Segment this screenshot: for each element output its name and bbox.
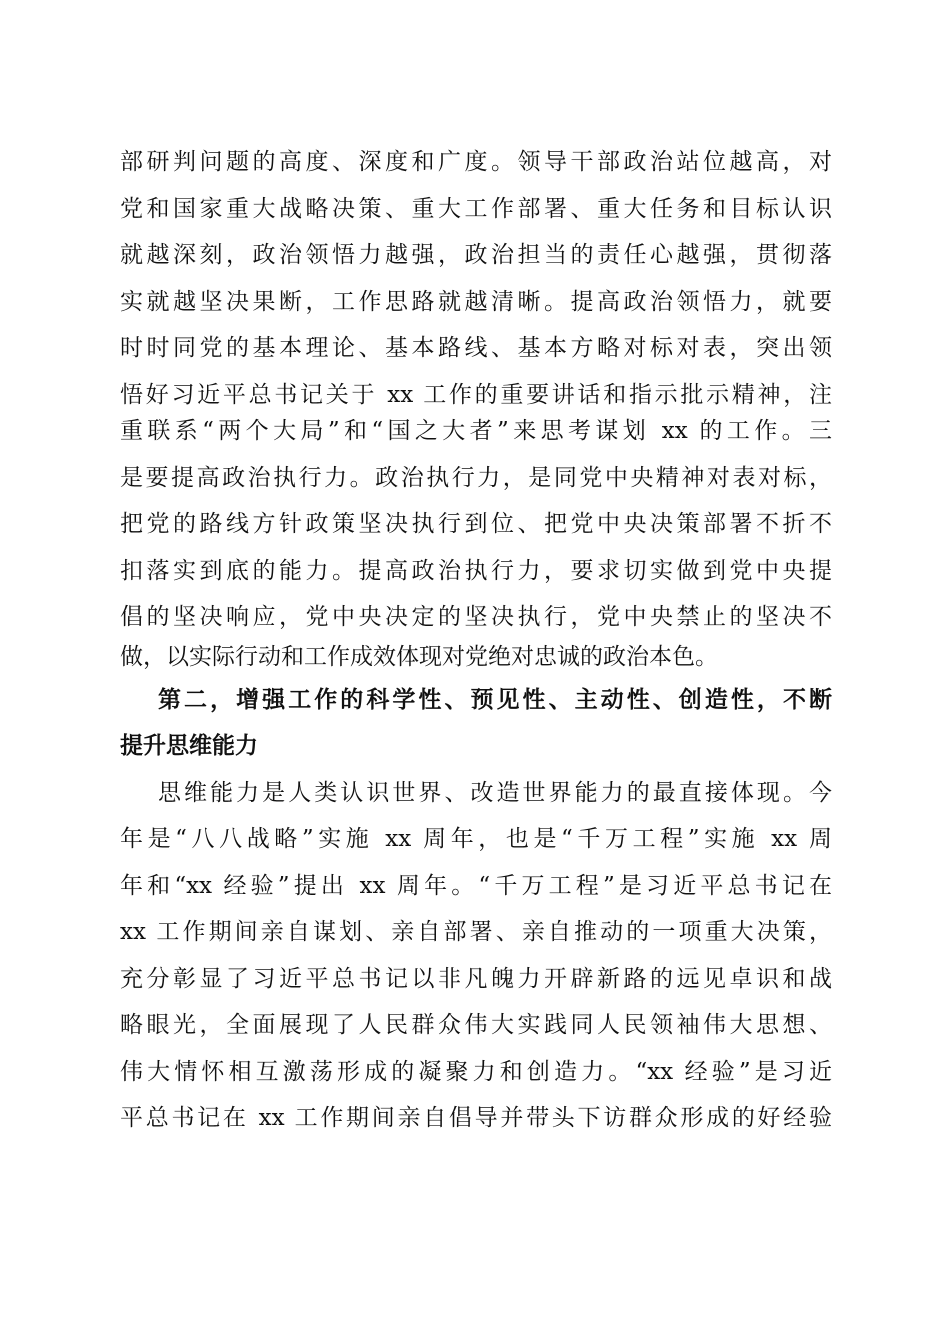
body-text-line: 伟大情怀相互激荡形成的凝聚力和创造力。“xx 经验”是习近 [120, 1059, 832, 1085]
section-heading-line: 提升思维能力 [120, 732, 258, 759]
body-text-line: 扣落实到底的能力。提高政治执行力，要求切实做到党中央提 [120, 558, 832, 584]
body-text-line: 是要提高政治执行力。政治执行力，是同党中央精神对表对标， [120, 465, 832, 491]
body-text-line: xx 工作期间亲自谋划、亲自部署、亲自推动的一项重大决策， [120, 919, 832, 945]
body-text-line: 党和国家重大战略决策、重大工作部署、重大任务和目标认识 [120, 196, 832, 222]
body-text-line: 实就越坚决果断，工作思路就越清晰。提高政治领悟力，就要 [120, 289, 832, 315]
body-text-line: 年是“八八战略”实施 xx 周年，也是“千万工程”实施 xx 周 [120, 826, 832, 852]
body-text-line: 年和“xx 经验”提出 xx 周年。“千万工程”是习近平总书记在 [120, 873, 832, 899]
body-text-line: 悟好习近平总书记关于 xx 工作的重要讲话和指示批示精神，注 [120, 382, 832, 408]
body-text-line: 把党的路线方针政策坚决执行到位、把党中央决策部署不折不 [120, 511, 832, 537]
body-text-line: 倡的坚决响应，党中央决定的坚决执行，党中央禁止的坚决不 [120, 604, 832, 630]
body-text-line: 时时同党的基本理论、基本路线、基本方略对标对表，突出领 [120, 335, 832, 361]
body-text-line: 部研判问题的高度、深度和广度。领导干部政治站位越高，对 [120, 149, 832, 175]
section-heading-line: 第二，增强工作的科学性、预见性、主动性、创造性，不断 [158, 686, 832, 713]
body-text-line: 就越深刻，政治领悟力越强，政治担当的责任心越强，贯彻落 [120, 242, 832, 268]
body-text-line: 平总书记在 xx 工作期间亲自倡导并带头下访群众形成的好经验 [120, 1105, 832, 1131]
body-text-line: 略眼光，全面展现了人民群众伟大实践同人民领袖伟大思想、 [120, 1012, 832, 1038]
body-text-line: 充分彰显了习近平总书记以非凡魄力开辟新路的远见卓识和战 [120, 966, 832, 992]
body-text-line: 重联系“两个大局”和“国之大者”来思考谋划 xx 的工作。三 [120, 418, 832, 444]
body-text-line: 做，以实际行动和工作成效体现对党绝对忠诚的政治本色。 [120, 644, 718, 670]
body-text-line: 思维能力是人类认识世界、改造世界能力的最直接体现。今 [158, 780, 832, 806]
